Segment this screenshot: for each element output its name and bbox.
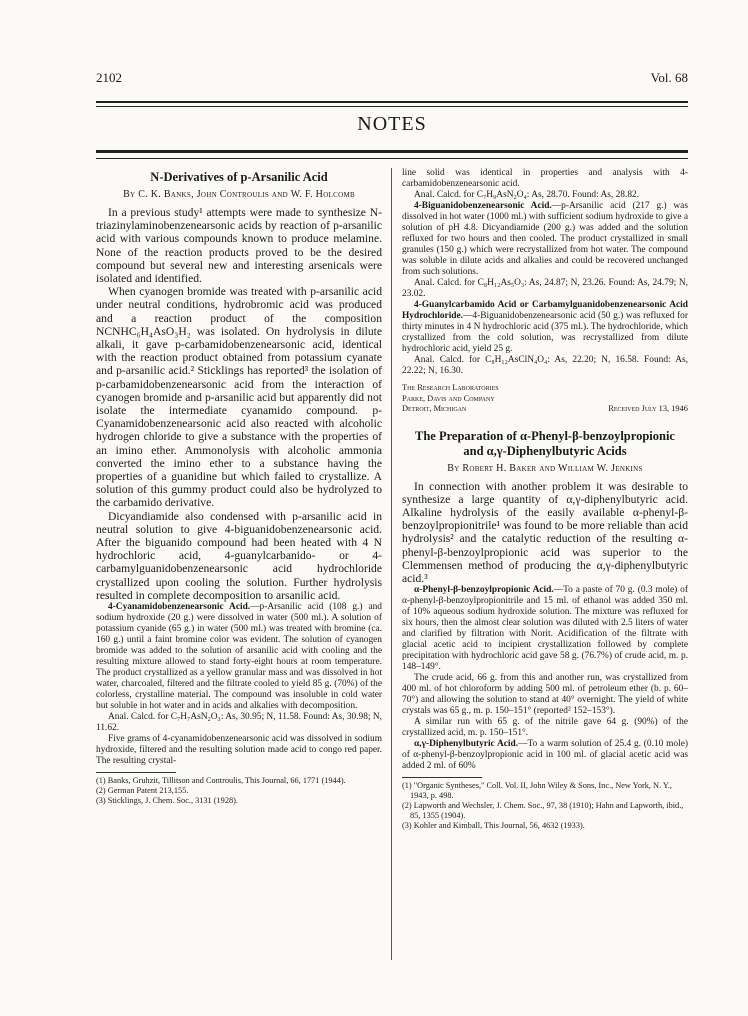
analysis-line: Anal. Calcd. for C₇H₉AsN₂O₄: As, 28.70. Found: As, 28.82. <box>414 190 640 200</box>
experimental-text: —p-Arsanilic acid (217 g.) was dissolved in hot water (1000 ml.) with sufficient sodium hydroxide to give a solution of pH 4.8. Dicyandiamide (200 g.) was added and the solution refluxed for two hours and then cooled. The product crystallized in small granules (150 g.) which were recrystallized from hot water. The compound was soluble in dilute acids and alkalies and could be recovered unchanged from such solutions. <box>402 201 688 277</box>
article-byline: By Robert H. Baker and William W. Jenkins <box>447 462 643 474</box>
paragraph: When cyanogen bromide was treated with p-arsanilic acid under neutral conditions, hydrobromic acid was produced and a reaction product of the composition NCNHC₆H₄AsO₃H₂ was isolated. On hydrolysis in dilute alkali, it gave p-carbamidobenzenearsonic acid, identical with the reaction product obtained from potassium cyanate and p-arsanilic acid.² Sticklings has reported³ the isolation of p-carbamidobenzenearsonic acid from the interaction of cyanogen bromide and p-arsanilic acid but apparently did not isolate the intermediate cyanamido compound. p-Cyanamidobenzenearsonic acid also reacted with alcoholic hydrogen chloride to give a substance with the properties of an imino ether. Ammonolysis with alcoholic ammonia converted the imino ether to a substance having the properties of a guanidine but which failed to crystallize. A solution of this gummy product could also be hydrolyzed to the carbamido derivative. <box>96 285 382 510</box>
run-in-head: 4-Cyanamidobenzenearsonic Acid. <box>108 602 251 613</box>
experimental-paragraph <box>96 602 382 712</box>
experimental-text: —To a warm solution of 25.4 g. (0.10 mole) of α-phenyl-β-benzoylpropionic acid in 100 ml. of glacial acetic acid was added 2 ml. of 60% <box>402 739 688 772</box>
page-number: 2102 <box>96 70 122 85</box>
footnote-rule <box>96 772 176 773</box>
footnotes <box>402 781 688 831</box>
affiliation-line: Detroit, Michigan <box>402 404 467 413</box>
footnote: (2) Lapworth and Wechsler, J. Chem. Soc., 97, 38 (1910); Hahn and Lapworth, ibid., 85, 1355 (1904). <box>402 801 684 821</box>
volume-label: Vol. 68 <box>650 70 688 85</box>
experimental-text: —To a paste of 70 g. (0.3 mole) of α-phenyl-β-benzoylpropionitrile and 15 ml. of ethanol was added 350 ml. of 10% aqueous sodium hydroxide solution. The mixture was refluxed for six hours, then the almost clear solution was diluted with 2.5 liters of water and clarified by filtration with Norit. Acidification of the filtrate with glacial acetic acid to incipient crystallization followed by complete precipitation with hydrochloric acid gave 58 g. (76.7%) of crude acid, m. p. 148–149°. <box>402 585 688 673</box>
analysis-line: Anal. Calcd. for C₈H₁₂As₅O₃: As, 24.87; N, 23.26. Found: As, 24.79; N, 23.02. <box>402 278 688 299</box>
article-title-line: The Preparation of α-Phenyl-β-benzoylpropionic <box>415 428 675 443</box>
experimental-text: —p-Arsanilic acid (108 g.) and sodium hydroxide (20 g.) were dissolved in water (500 ml.). A solution of potassium cyanide (65 g.) in water (500 ml.) was treated with bromine (ca. 160 g.) until a faint bromine color was evident. The solution of cyanogen bromide was added to the solution of arsanilic acid with cooling and the resulting mixture allowed to stand forty-eight hours at room temperature. The product crystallized as a yellow granular mass and was dissolved in hot water, charcoaled, filtered and the filtrate cooled to yield 85 g. (70%) of the colorless, crystalline material. The compound was insoluble in cold water but soluble in hot water and in acids and alkalies with decomposition. <box>96 602 382 712</box>
article-title <box>402 429 688 459</box>
affiliation-line: Parke, Davis and Company <box>402 393 495 403</box>
footnote: (2) German Patent 213,155. <box>96 786 189 796</box>
experimental-paragraph <box>402 739 688 772</box>
affiliation-line: The Research Laboratories <box>402 383 499 392</box>
experimental-section <box>402 585 688 772</box>
analysis-line: Anal. Calcd. for C₈H₁₂AsClN₄O₄: As, 22.20; N, 16.58. Found: As, 22.22; N, 16.30. <box>402 355 688 376</box>
run-in-head: 4-Guanylcarbamido Acid or Carbamylguanidobenzenearsonic Acid Hydrochloride. <box>402 300 688 321</box>
left-column <box>96 168 382 806</box>
received-date: Received July 13, 1946 <box>608 404 688 413</box>
experimental-paragraph <box>402 585 688 673</box>
experimental-text: —4-Biguanidobenzenearsonic acid (50 g.) was refluxed for thirty minutes in 4 N hydrochloric acid (375 ml.). The hydrochloride, which crystallized from the cold solution, was recrystallized from dilute hydrochloric acid, yield 25 g. <box>402 311 688 354</box>
article-body <box>96 206 382 602</box>
footnote: (1) "Organic Syntheses," Coll. Vol. II, John Wiley & Sons, Inc., New York, N. Y., 1943, p. 498. <box>402 781 672 801</box>
experimental-paragraph: Five grams of 4-cyanamidobenzenearsonic acid was dissolved in sodium hydroxide, filtered and the resulting solution made acid to congo red paper. The resulting crystal- <box>96 734 382 767</box>
right-column <box>402 168 688 831</box>
header-rule <box>96 101 688 107</box>
experimental-paragraph <box>402 300 688 355</box>
paragraph: In a previous study¹ attempts were made to synthesize N-triazinylaminobenzenearsonic acids by reaction of p-arsanilic acid with various compounds known to produce melamine. None of the reaction products proved to be the desired compound but several new and interesting arsenicals were isolated and identified. <box>96 206 382 286</box>
experimental-paragraph: The crude acid, 66 g. from this and another run, was crystallized from 400 ml. of hot chloroform by adding 500 ml. of petroleum ether (b. p. 60–70°) and allowing the solution to stand at 40° overnight. The yield of white crystals was 65 g., m. p. 150–151° (reported² 152–153°). <box>402 673 688 717</box>
article-body <box>402 480 688 586</box>
footnotes <box>96 776 382 806</box>
paragraph: In connection with another problem it was desirable to synthesize a large quantity of α,γ-diphenylbutyric acid. Alkaline hydrolysis of the easily available α-phenyl-β-benzoylpropionitrile¹ was found to be more reliable than acid hydrolysis² and the catalytic reduction of the resulting α-phenyl-β-benzoylpropionic acid was superior to the Clemmensen method of producing the α,γ-diphenylbutyric acid.³ <box>402 479 688 585</box>
experimental-paragraph <box>402 201 688 278</box>
run-in-head: 4-Biguanidobenzenearsonic Acid. <box>414 201 552 211</box>
footnote: (3) Kohler and Kimball, This Journal, 56, 4632 (1933). <box>402 821 585 831</box>
paragraph: Dicyandiamide also condensed with p-arsanilic acid in neutral solution to give 4-biguanidobenzenearsonic acid. After the biguanido compound had been heated with 4 N hydrochloric acid, 4-guanylcarbanido- or 4-carbamylguanidobenzenearsonic acid hydrochloride crystallized upon cooling the solution. Further hydrolysis resulted in complete decomposition to arsanilic acid. <box>96 509 382 602</box>
experimental-section <box>96 602 382 767</box>
second-article <box>402 429 688 832</box>
affiliation <box>402 383 688 415</box>
analysis-line: Anal. Calcd. for C₇H₇AsN₂O₃: As, 30.95; N, 11.58. Found: As, 30.98; N, 11.62. <box>96 712 382 734</box>
run-in-head: α,γ-Diphenylbutyric Acid. <box>414 739 519 750</box>
article-title: N-Derivatives of p-Arsanilic Acid <box>150 170 328 184</box>
footnote: (1) Banks, Gruhzit, Tillitson and Controulis, This Journal, 66, 1771 (1944). <box>96 776 346 786</box>
section-rule <box>96 150 688 159</box>
article-byline: By C. K. Banks, John Controulis and W. F. Holcomb <box>123 189 355 200</box>
run-in-head: α-Phenyl-β-benzoylpropionic Acid. <box>414 585 554 596</box>
experimental-paragraph: A similar run with 65 g. of the nitrile gave 64 g. (90%) of the crystallized acid, m. p. 150–151°. <box>402 717 688 739</box>
experimental-paragraph: line solid was identical in properties and analysis with 4-carbamidobenzenearsonic acid. <box>402 168 688 189</box>
footnote-rule <box>402 777 482 778</box>
column-divider <box>391 168 392 960</box>
article-title-line: and α,γ-Diphenylbutyric Acids <box>463 443 627 458</box>
section-title: NOTES <box>357 113 427 135</box>
footnote: (3) Sticklings, J. Chem. Soc., 3131 (1928). <box>96 796 238 806</box>
continued-experimental <box>402 168 688 377</box>
